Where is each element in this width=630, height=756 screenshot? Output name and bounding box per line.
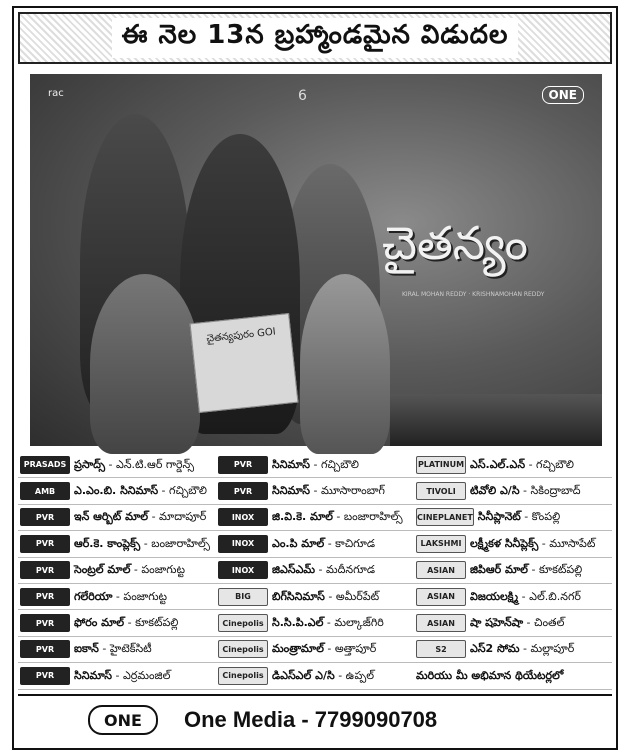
separator: - [310, 457, 321, 471]
theatre-text [272, 459, 359, 471]
separator: - [519, 642, 531, 656]
listing-column-3 [414, 452, 612, 690]
chain-logo: ASIAN [416, 561, 466, 579]
theatre-area: మూసారాంబాగ్ [320, 484, 385, 498]
theatre-name: సెంట్రల్ మాల్ [74, 563, 131, 577]
chain-logo: PVR [20, 667, 70, 685]
chain-logo: BIG [218, 588, 268, 606]
theatre-area: కొంపల్లి [531, 510, 561, 524]
theatre-text [470, 643, 574, 655]
theatre-text [272, 538, 375, 550]
theatre-text [272, 591, 379, 603]
actress-figure [90, 274, 200, 454]
theatre-row [18, 584, 216, 610]
theatre-area: బంజారాహిల్స్ [343, 510, 403, 524]
theatre-row [18, 478, 216, 504]
chain-logo: PRASADS [20, 456, 70, 474]
theatre-row [216, 663, 414, 689]
producer-logo: rac [48, 88, 64, 99]
theatre-name: లక్ష్మీకళ సినీప్లెక్స్ [470, 536, 539, 550]
theatre-name: సినిమాస్ [272, 484, 310, 498]
chain-logo: PVR [218, 456, 268, 474]
separator: - [112, 589, 124, 603]
theatre-area: మల్లాపూర్ [530, 642, 575, 656]
theatre-name: ఎస్.ఎల్.ఎన్ [470, 457, 526, 471]
theatre-row [216, 505, 414, 531]
listing-column-1 [18, 452, 216, 690]
theatre-name: సి.సి.పి.ఎల్ [272, 616, 324, 630]
separator: - [105, 457, 117, 471]
theatre-row [18, 531, 216, 557]
theatre-row [18, 663, 216, 689]
theatre-text [272, 485, 385, 497]
theatre-text [272, 643, 376, 655]
theatre-text [74, 511, 206, 523]
theatre-listings [18, 452, 612, 690]
chain-logo: INOX [218, 535, 268, 553]
footer-one-media-logo: ONE [88, 705, 158, 735]
theatre-text [74, 564, 185, 576]
theatre-text [272, 617, 384, 629]
theatre-area: అత్తాపూర్ [334, 642, 377, 656]
chain-logo: PVR [218, 482, 268, 500]
theatre-row [18, 505, 216, 531]
landscape [390, 394, 602, 446]
separator: - [98, 642, 110, 656]
separator: - [130, 563, 142, 577]
theatre-name: విజయలక్ష్మి [470, 589, 519, 603]
separator: - [112, 668, 123, 682]
theatre-row [414, 505, 612, 531]
footer [18, 694, 612, 744]
theatre-area: మూసాపేట్ [549, 536, 596, 550]
theatre-row [216, 558, 414, 584]
separator: - [148, 510, 160, 524]
chain-logo: PLATINUM [416, 456, 466, 474]
theatre-row [414, 610, 612, 636]
separator: - [518, 589, 530, 603]
chain-logo: PVR [20, 508, 70, 526]
chain-logo: PVR [20, 640, 70, 658]
separator: - [324, 589, 336, 603]
theatre-row [414, 531, 612, 557]
placard: చైతన్యపురం GOI [190, 313, 299, 413]
chain-logo: INOX [218, 508, 268, 526]
actor-figure-4 [300, 274, 390, 454]
theatre-name: ఐకాన్ [74, 642, 99, 656]
chain-logo: Cinepolis [218, 614, 268, 632]
chain-logo: TIVOLI [416, 482, 466, 500]
theatre-text [74, 643, 152, 655]
theatre-row [216, 531, 414, 557]
theatre-name: ఎ.ఎం.బి. సినిమాస్ [74, 484, 159, 498]
theatre-name: జి.వి.కె. మాల్ [272, 510, 333, 524]
theatre-name: ఫోరం మాల్ [74, 616, 125, 630]
theatre-row [216, 584, 414, 610]
theatre-area: పంజాగుట్ట [123, 589, 168, 603]
separator: - [525, 457, 537, 471]
theatre-name: మంత్రామాల్ [272, 642, 324, 656]
theatre-area: హైటెక్‌సిటీ [109, 642, 152, 656]
chain-logo: INOX [218, 561, 268, 579]
theatre-row [18, 452, 216, 478]
theatre-area: ఎర్రమంజిల్ [122, 668, 171, 682]
theatre-row [216, 478, 414, 504]
theatre-name: గలేరియా [74, 589, 113, 603]
chain-logo: PVR [20, 614, 70, 632]
theatre-text [74, 591, 167, 603]
separator: - [323, 642, 335, 656]
theatre-name: ఎస్2 సోమ [470, 642, 520, 656]
theatre-area: బంజారాహిల్స్ [151, 536, 210, 550]
separator: - [323, 616, 335, 630]
studio-logo: 6 [298, 88, 307, 104]
chain-logo: Cinepolis [218, 640, 268, 658]
chain-logo: AMB [20, 482, 70, 500]
chain-logo: PVR [20, 535, 70, 553]
theatre-row [18, 637, 216, 663]
credits-block: KIRAL MOHAN REDDY · KRISHNAMOHAN REDDY [402, 291, 545, 298]
theatre-text [74, 617, 178, 629]
contact-line: One Media - 7799090708 [184, 707, 438, 732]
theatre-area: గచ్చిబౌలి [169, 484, 207, 498]
theatre-text [74, 670, 170, 682]
theatre-area: అమీర్‌పేట్ [335, 589, 380, 603]
theatre-area: పంజాగుట్ట [141, 563, 185, 577]
theatre-text [74, 538, 210, 550]
separator: - [124, 616, 136, 630]
theatre-row [414, 558, 612, 584]
theatre-row [414, 584, 612, 610]
theatre-area: కూకట్‌పల్లి [135, 616, 179, 630]
theatre-name: మరియు మీ అభిమాన థియేటర్లలో [416, 668, 564, 682]
separator: - [315, 563, 327, 577]
theatre-name: షా షహెన్‌షా [470, 616, 524, 630]
theatre-name: టివోలి ఎ/సి [470, 484, 520, 498]
chain-logo: CINEPLANET [416, 508, 474, 526]
separator: - [324, 536, 336, 550]
chain-logo: PVR [20, 561, 70, 579]
theatre-area: ఉప్పల్ [345, 668, 375, 682]
theatre-row [216, 610, 414, 636]
chain-logo: S2 [416, 640, 466, 658]
separator: - [520, 510, 532, 524]
theatre-text [74, 459, 194, 471]
theatre-area: గచ్చిబౌలి [320, 457, 359, 471]
theatre-text [470, 564, 582, 576]
theatre-text [470, 617, 564, 629]
one-media-logo: ONE [542, 86, 584, 104]
movie-title: చైతన్యం [382, 216, 528, 270]
theatre-row [18, 610, 216, 636]
theatre-text [470, 538, 595, 550]
theatre-name: ఆర్.కె. కాంప్లెక్స్ [74, 536, 141, 550]
separator: - [538, 536, 550, 550]
separator: - [310, 484, 321, 498]
theatre-text [272, 564, 375, 576]
theatre-row [414, 663, 612, 689]
movie-poster [30, 74, 602, 446]
chain-logo: ASIAN [416, 614, 466, 632]
theatre-row [216, 637, 414, 663]
theatre-area: ఎన్.టి.ఆర్ గార్డెన్స్ [116, 457, 195, 471]
headline-banner [18, 12, 612, 64]
headline-text: ఈ నెల 13న బ్రహ్మాండమైన విడుదల [112, 18, 519, 58]
theatre-name: ప్రసాద్స్ [74, 457, 106, 471]
theatre-name: ఎం.పి మాల్ [272, 536, 325, 550]
separator: - [523, 616, 535, 630]
theatre-name: సినీప్లానెట్ [477, 510, 521, 524]
theatre-area: చింతల్ [534, 616, 565, 630]
theatre-text [416, 670, 563, 682]
theatre-row [216, 452, 414, 478]
theatre-name: జిఎస్ఎమ్ [272, 563, 316, 577]
theatre-area: ఎల్.బి.నగర్ [529, 589, 581, 603]
theatre-text [470, 485, 581, 497]
separator: - [334, 668, 346, 682]
theatre-area: మదీనగూడ [326, 563, 376, 577]
separator: - [158, 484, 170, 498]
chain-logo: PVR [20, 588, 70, 606]
chain-logo: Cinepolis [218, 667, 268, 685]
theatre-text [478, 511, 560, 523]
theatre-text [272, 670, 374, 682]
listing-column-2 [216, 452, 414, 690]
theatre-row [414, 637, 612, 663]
theatre-name: జిపిఆర్ మాల్ [470, 563, 528, 577]
theatre-name: సినిమాస్ [74, 668, 112, 682]
theatre-text [74, 485, 207, 497]
separator: - [527, 563, 539, 577]
theatre-area: గచ్చిబౌలి [536, 457, 574, 471]
theatre-text [470, 459, 574, 471]
theatre-area: మల్కాజ్‌గిరి [334, 616, 384, 630]
theatre-name: డిఎస్ఎల్ ఎ/సి [272, 668, 335, 682]
theatre-area: సికింద్రాబాద్ [530, 484, 581, 498]
theatre-area: కూకట్‌పల్లి [538, 563, 583, 577]
chain-logo: LAKSHMI [416, 535, 466, 553]
theatre-area: మాదాపూర్ [159, 510, 207, 524]
theatre-row [414, 478, 612, 504]
theatre-area: కాచిగూడ [335, 536, 376, 550]
separator: - [519, 484, 531, 498]
theatre-name: ఇన్ ఆర్బిట్ మాల్ [74, 510, 149, 524]
separator: - [140, 536, 152, 550]
theatre-row [18, 558, 216, 584]
theatre-row [414, 452, 612, 478]
separator: - [332, 510, 344, 524]
chain-logo: ASIAN [416, 588, 466, 606]
theatre-name: సినిమాస్ [272, 457, 310, 471]
theatre-name: బిగ్‌సినిమాస్ [272, 589, 325, 603]
movie-advertisement [12, 6, 618, 750]
theatre-text [272, 511, 403, 523]
theatre-text [470, 591, 581, 603]
